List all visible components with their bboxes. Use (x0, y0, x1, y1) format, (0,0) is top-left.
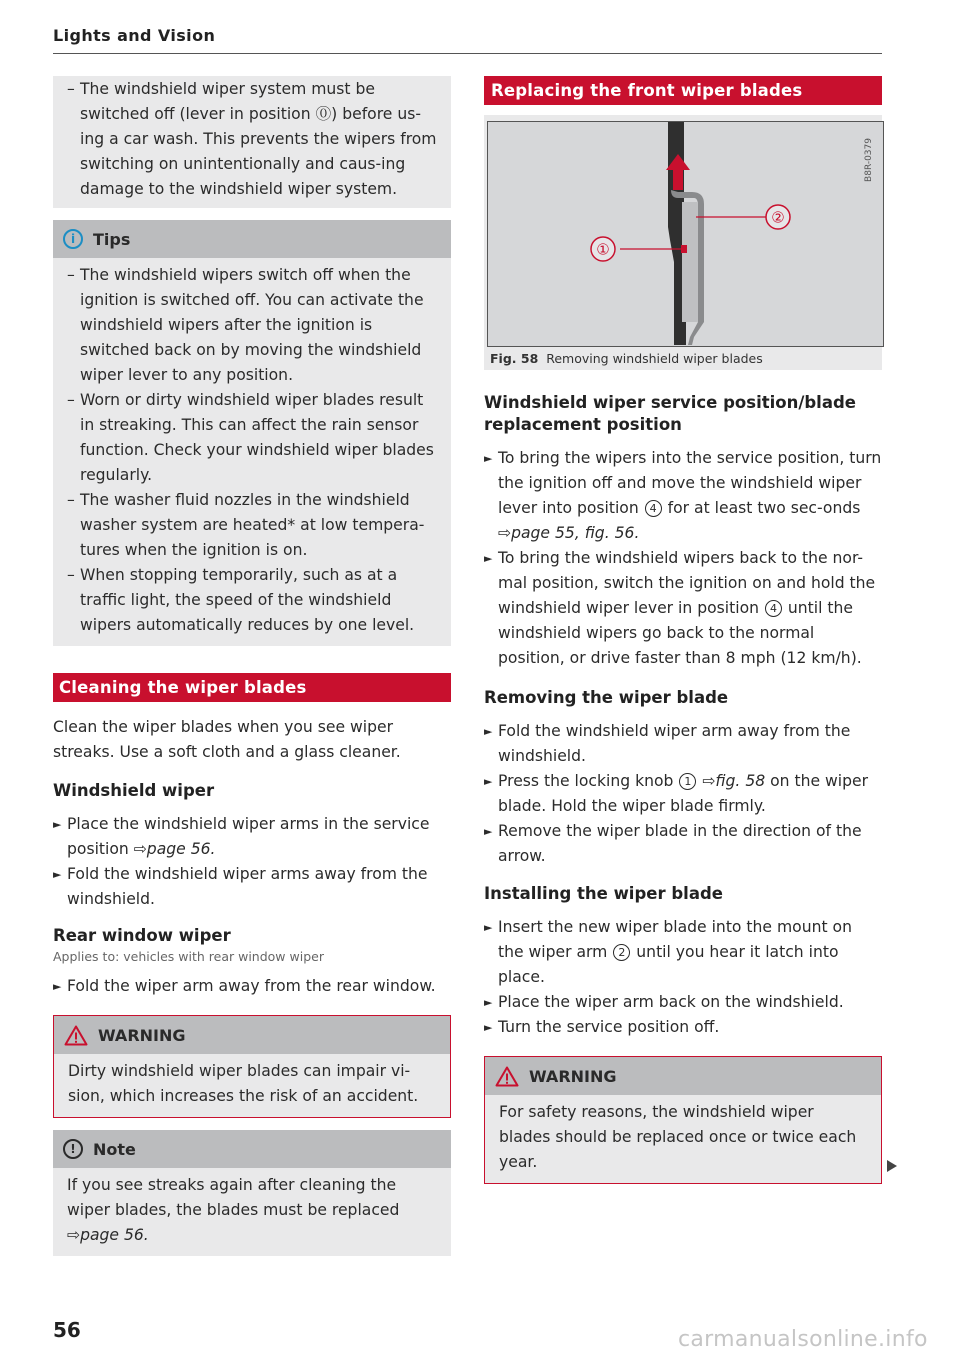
callout-1: ① (596, 240, 610, 259)
position-number: 4 (765, 600, 782, 617)
warning-text: Dirty windshield wiper blades can impair vi-sion, which increases the risk of an accident. (68, 1062, 419, 1105)
dash-marker: – (67, 566, 75, 584)
step-text: Place the windshield wiper arms in the service position (67, 815, 430, 858)
bullet-icon: ► (484, 996, 493, 1009)
bullet-icon: ► (53, 818, 62, 831)
wiper-blade-drawing (488, 122, 882, 345)
list-item (484, 915, 882, 990)
figure-code: B8R-0379 (864, 138, 874, 182)
bullet-icon: ► (484, 452, 493, 465)
exclamation-icon: ! (63, 1139, 83, 1159)
warning-header (485, 1057, 881, 1095)
tips-title: Tips (93, 229, 131, 249)
bullet-icon: ► (484, 1021, 493, 1034)
list-item (484, 990, 882, 1015)
page-reference-link[interactable]: ⇨page 56. (133, 840, 216, 858)
dash-marker: – (67, 266, 75, 284)
warning-triangle-icon (495, 1066, 519, 1087)
bullet-icon: ► (484, 725, 493, 738)
heading-installing: Installing the wiper blade (484, 884, 723, 903)
watermark: carmanualsonline.info (678, 1327, 928, 1352)
removing-steps (484, 719, 882, 869)
list-item (484, 719, 882, 769)
figure-caption (487, 351, 879, 366)
page-number: 56 (53, 1318, 81, 1342)
intro-box (53, 76, 451, 208)
page-header (53, 26, 882, 54)
figure-caption-text: Removing windshield wiper blades (546, 351, 763, 366)
step-text: Fold the wiper arm away from the rear window. (67, 977, 436, 995)
callout-number: 1 (679, 773, 696, 790)
callout-2: ② (771, 208, 785, 227)
step-text: until you hear it latch into place. (498, 943, 839, 986)
note-text: If you see streaks again after cleaning the wiper blades, the blades must be replaced (67, 1176, 400, 1219)
warning-box (53, 1015, 451, 1118)
dash-marker: – (67, 80, 75, 98)
tip-text: Worn or dirty windshield wiper blades result in streaking. This can affect the rain sensor function. Check your windshield wiper blades regularly. (80, 391, 434, 484)
note-box (53, 1130, 451, 1256)
bullet-icon: ► (484, 921, 493, 934)
continue-arrow-icon (887, 1160, 897, 1172)
section-heading-cleaning: Cleaning the wiper blades (53, 673, 451, 702)
list-item (53, 812, 451, 862)
page-reference-link[interactable]: ⇨page 56. (67, 1226, 149, 1244)
step-text: Fold the windshield wiper arms away from the windshield. (67, 865, 428, 908)
warning-text: For safety reasons, the windshield wiper blades should be replaced once or twice each year. (499, 1103, 857, 1171)
chapter-title: Lights and Vision (53, 26, 216, 45)
intro-text: The windshield wiper system must be switched off (lever in position ⓪) before us-ing a car wash. This prevents the wipers from switching on unintentionally and caus-ing damage to the windshield wiper system. (80, 80, 437, 198)
step-text: Remove the wiper blade in the direction of the arrow. (498, 822, 862, 865)
warning-box (484, 1056, 882, 1184)
page-reference-link[interactable]: ⇨page 55, fig. 56. (498, 524, 640, 542)
note-body (53, 1168, 451, 1256)
bullet-icon: ► (53, 868, 62, 881)
bullet-icon: ► (53, 980, 62, 993)
bullet-icon: ► (484, 775, 493, 788)
list-item (67, 77, 437, 202)
figure-number: Fig. 58 (490, 351, 539, 366)
list-item (484, 546, 882, 671)
dash-marker: – (67, 491, 75, 509)
left-column (53, 76, 451, 1256)
tip-text: The washer fluid nozzles in the windshield washer system are heated* at low tempera-tures when the ignition is on. (80, 491, 425, 559)
step-text: To bring the wipers into the service position, turn the ignition off and move the windshield wiper lever into position (498, 449, 882, 517)
list-item (67, 488, 437, 563)
step-text: Press the locking knob (498, 772, 679, 790)
step-text: for at least two sec-onds (662, 499, 861, 517)
heading-service-position: Windshield wiper service position/blade replacement position (484, 393, 856, 434)
service-steps (484, 446, 882, 671)
step-text: until the windshield wipers go back to the normal position, or drive faster than 8 mph (12 km/h). (498, 599, 862, 667)
list-item (67, 263, 437, 388)
list-item (484, 446, 882, 546)
section-heading-replacing: Replacing the front wiper blades (484, 76, 882, 105)
position-number: 4 (645, 500, 662, 517)
figure-reference-link[interactable]: ⇨fig. 58 (697, 772, 766, 790)
list-item (484, 1015, 882, 1040)
tip-text: When stopping temporarily, such as at a traffic light, the speed of the windshield wipers automatically reduces by one level. (80, 566, 415, 634)
tips-header (53, 220, 451, 258)
tip-text: The windshield wipers switch off when the ignition is switched off. You can activate the windshield wipers after the ignition is switched back on by moving the windshield wiper lever to any position. (80, 266, 424, 384)
list-item (53, 862, 451, 912)
step-text: on the wiper blade. Hold the wiper blade firmly. (498, 772, 869, 815)
list-item (67, 563, 437, 638)
callout-number: 2 (613, 944, 630, 961)
cleaning-text: Clean the wiper blades when you see wiper streaks. Use a soft cloth and a glass cleaner. (53, 718, 401, 761)
installing-steps (484, 915, 882, 1040)
heading-rear-window-wiper: Rear window wiper (53, 926, 231, 945)
step-text: Place the wiper arm back on the windshield. (498, 993, 844, 1011)
tips-list (53, 258, 451, 646)
tips-box (53, 220, 451, 646)
step-text: Insert the new wiper blade into the mount on the wiper arm (498, 918, 852, 961)
step-text: Fold the windshield wiper arm away from the windshield. (498, 722, 851, 765)
windshield-wiper-steps (53, 812, 451, 912)
note-title: Note (93, 1139, 136, 1159)
applies-to-note: Applies to: vehicles with rear window wiper (53, 949, 324, 964)
list-item (484, 819, 882, 869)
wiper-illustration (487, 121, 884, 347)
right-column (484, 76, 882, 1184)
list-item (484, 769, 882, 819)
note-header (53, 1130, 451, 1168)
list-item (67, 388, 437, 488)
dash-marker: – (67, 391, 75, 409)
warning-title: WARNING (529, 1066, 617, 1086)
bullet-icon: ► (484, 552, 493, 565)
warning-title: WARNING (98, 1025, 186, 1045)
heading-removing: Removing the wiper blade (484, 688, 729, 707)
warning-triangle-icon (64, 1025, 88, 1046)
bullet-icon: ► (484, 825, 493, 838)
figure-58 (484, 115, 882, 370)
info-icon: i (63, 229, 83, 249)
list-item (53, 974, 451, 999)
heading-windshield-wiper: Windshield wiper (53, 781, 215, 800)
rear-wiper-steps (53, 974, 451, 999)
step-text: To bring the windshield wipers back to the nor-mal position, switch the ignition on and hold the windshield wiper lever in position (498, 549, 876, 617)
warning-header (54, 1016, 450, 1054)
step-text: Turn the service position off. (498, 1018, 720, 1036)
